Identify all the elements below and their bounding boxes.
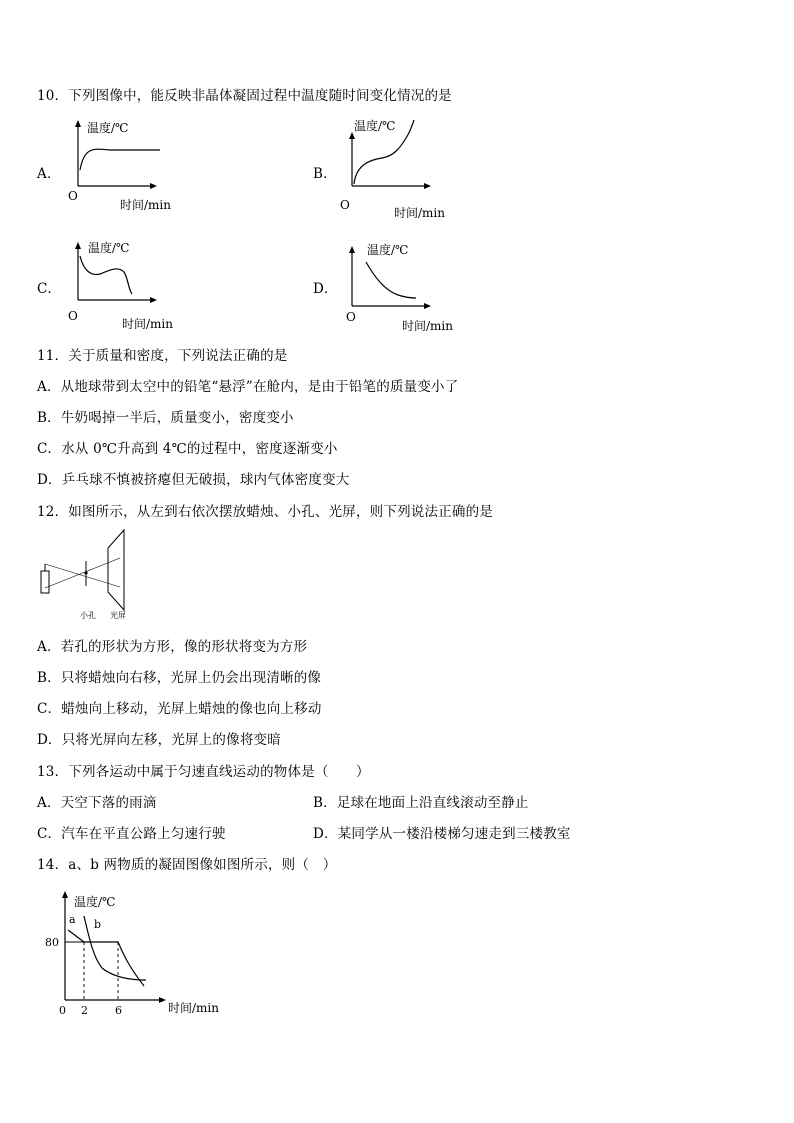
q11-option-d: D．乒乓球不慎被挤瘪但无破损，球内气体密度变大 [37,472,350,488]
curve-d [366,262,416,298]
q10-graph-d [334,240,464,340]
q12-option-a: A．若孔的形状为方形，像的形状将变为方形 [37,639,308,655]
q13-option-b: B．足球在地面上沿直线滚动至静止 [313,795,529,811]
q12-option-d: D．只将光屏向左移，光屏上的像将变暗 [37,732,281,748]
y-axis-label: 温度/℃ [354,119,396,133]
q13-stem: 13．下列各运动中属于匀速直线运动的物体是（ ） [37,764,370,780]
q14-stem: 14．a、b 两物质的凝固图像如图所示，则（ ） [37,857,337,873]
q11-stem: 11．关于质量和密度，下列说法正确的是 [37,348,288,364]
q14-graph [40,888,240,1023]
origin-label: O [68,189,78,203]
q12-stem: 12．如图所示，从左到右依次摆放蜡烛、小孔、光屏，则下列说法正确的是 [37,504,493,520]
q10-graph-a [60,118,190,218]
y-axis-label: 温度/℃ [87,121,129,135]
y-axis-label: 温度/℃ [88,241,130,255]
y-axis-label: 温度/℃ [367,243,409,257]
candle [41,571,49,593]
x-tick-0: 0 [59,1004,66,1017]
x-axis-label: 时间/min [120,198,171,212]
x-tick-6: 6 [115,1004,122,1017]
origin-label: O [340,198,350,212]
x-axis-label: 时间/min [122,317,173,331]
q11-option-a: A．从地球带到太空中的铅笔“悬浮”在舱内，是由于铅笔的质量变小了 [37,379,459,395]
screen-label: 光屏 [110,611,126,620]
y-axis-label: 温度/℃ [74,895,116,909]
curve-a-label: a [69,913,76,926]
q10-option-a-label: A． [37,166,61,182]
origin-label: O [68,309,78,323]
q10-option-b-label: B． [313,166,337,182]
q13-option-c: C．汽车在平直公路上匀速行驶 [37,826,226,842]
q10-option-d-label: D． [313,281,338,297]
q10-graph-c [60,238,190,338]
x-tick-2: 2 [81,1004,88,1017]
x-axis-label: 时间/min [168,1001,219,1015]
x-axis-label: 时间/min [394,206,445,220]
q11-option-c: C．水从 0℃升高到 4℃的过程中，密度逐渐变小 [37,441,338,457]
q12-option-b: B．只将蜡烛向右移，光屏上仍会出现清晰的像 [37,670,322,686]
q13-option-a: A．天空下落的雨滴 [37,795,157,811]
curve-b-label: b [94,918,102,931]
q12-option-c: C．蜡烛向上移动，光屏上蜡烛的像也向上移动 [37,701,322,717]
curve-b [68,930,144,986]
pinhole-figure [38,528,148,623]
x-axis-label: 时间/min [402,319,453,333]
light-screen [108,530,124,610]
q10-option-c-label: C． [37,281,62,297]
curve-c [80,256,132,294]
origin-label: O [346,310,356,324]
q11-option-b: B．牛奶喝掉一半后，质量变小，密度变小 [37,410,294,426]
q10-graph-b [334,114,464,224]
q10-stem: 10．下列图像中，能反映非晶体凝固过程中温度随时间变化情况的是 [37,88,452,104]
curve-a [80,149,160,170]
hole-label: 小孔 [80,611,96,620]
q13-option-d: D．某同学从一楼沿楼梯匀速走到三楼教室 [313,826,571,842]
y-tick-80: 80 [45,936,59,949]
